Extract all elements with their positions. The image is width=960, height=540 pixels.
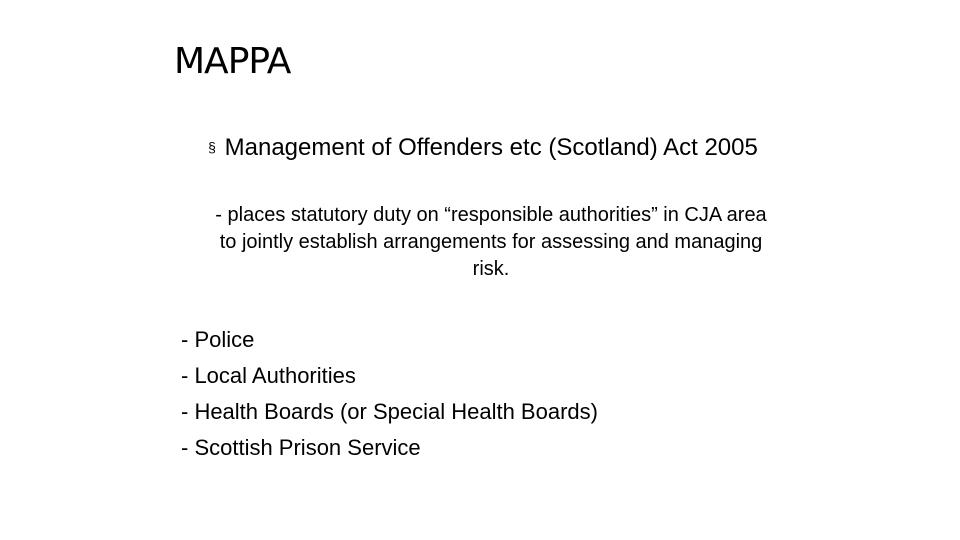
- sub-point-text: - places statutory duty on “responsible authorities” in CJA area to jointly establish arrangements for assessing and managing risk.: [215, 204, 767, 280]
- main-bullet-point: [196, 131, 770, 164]
- section-bullet-icon: §: [208, 139, 216, 155]
- list-item: - Police: [181, 327, 255, 352]
- list-item: - Local Authorities: [181, 363, 356, 388]
- main-bullet-text: Management of Offenders etc (Scotland) Act 2005: [224, 134, 758, 161]
- agency-list: [181, 322, 598, 466]
- list-item: - Health Boards (or Special Health Boards): [181, 399, 598, 424]
- list-item: - Scottish Prison Service: [181, 435, 421, 460]
- slide-title: MAPPA: [174, 41, 291, 82]
